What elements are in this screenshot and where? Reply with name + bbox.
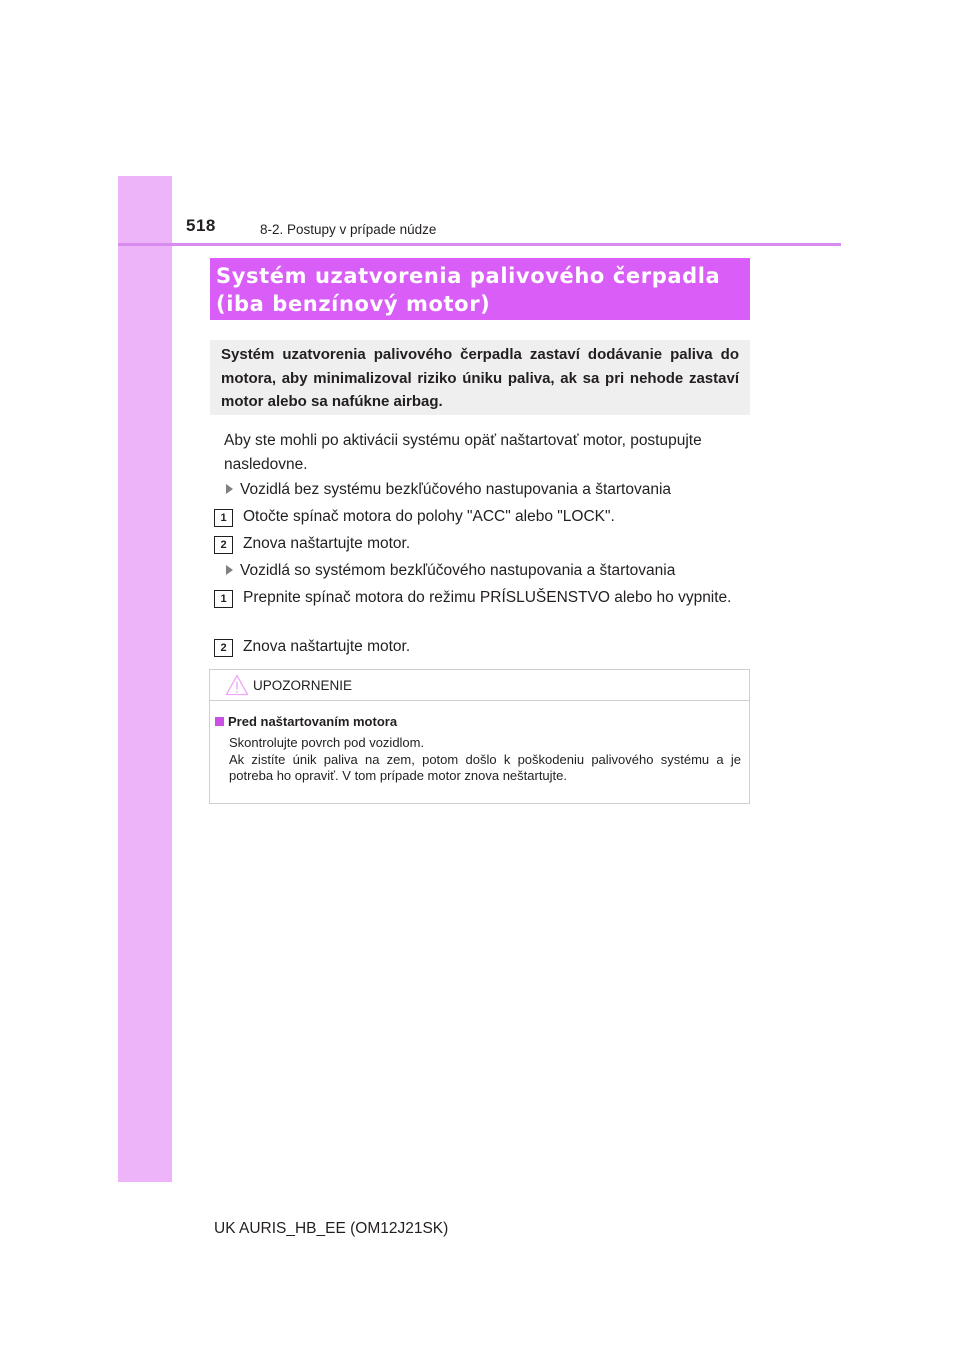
caution-text-line1: Skontrolujte povrch pod vozidlom. bbox=[229, 735, 425, 750]
running-header: 8-2. Postupy v prípade núdze bbox=[260, 222, 437, 237]
warning-triangle-icon bbox=[225, 674, 249, 696]
step-item bbox=[214, 635, 750, 659]
caution-heading: Pred naštartovaním motora bbox=[215, 714, 397, 729]
step-item bbox=[214, 532, 750, 556]
caution-box bbox=[209, 669, 750, 804]
step-number-badge: 1 bbox=[214, 509, 233, 527]
body-paragraph: Aby ste mohli po aktivácii systému opäť naštartovať motor, postupujte nasledovne. bbox=[224, 432, 702, 473]
step-text: Znova naštartujte motor. bbox=[243, 535, 411, 552]
intro-box: Systém uzatvorenia palivového čerpadla zastaví dodávanie paliva do motora, aby minimalizoval riziko úniku paliva, ak sa pri nehode zastaví motor alebo sa nafúkne airbag. bbox=[210, 340, 750, 415]
triangle-bullet-icon bbox=[226, 484, 233, 494]
square-bullet-icon bbox=[215, 717, 224, 726]
section-title bbox=[210, 258, 750, 320]
step-text: Otočte spínač motora do polohy "ACC" alebo "LOCK". bbox=[243, 508, 615, 525]
step-text: Prepnite spínač motora do režimu PRÍSLUŠENSTVO alebo ho vypnite. bbox=[243, 589, 732, 606]
step-item bbox=[214, 586, 750, 610]
section-title-line2: (iba benzínový motor) bbox=[216, 292, 491, 316]
triangle-bullet-icon bbox=[226, 565, 233, 575]
step-text: Znova naštartujte motor. bbox=[243, 638, 411, 655]
footer-model-code: UK AURIS_HB_EE (OM12J21SK) bbox=[214, 1220, 449, 1237]
page-number: 518 bbox=[186, 216, 216, 235]
procedure-heading-without-keyless: Vozidlá bez systému bezkľúčového nastupovania a štartovania bbox=[224, 478, 671, 502]
section-title-line1: Systém uzatvorenia palivového čerpadla bbox=[216, 264, 721, 288]
caution-label: UPOZORNENIE bbox=[253, 678, 353, 693]
caution-header bbox=[210, 670, 749, 701]
side-strip bbox=[118, 176, 172, 1182]
caution-text bbox=[229, 735, 741, 785]
step-number-badge: 1 bbox=[214, 590, 233, 608]
caution-text-line2: Ak zistíte únik paliva na zem, potom došlo k poškodeniu palivového systému a je potreba ho opraviť. V tom prípade motor znova neštartujte. bbox=[229, 751, 741, 783]
step-item bbox=[214, 505, 750, 529]
procedure-heading-with-keyless: Vozidlá so systémom bezkľúčového nastupovania a štartovania bbox=[224, 559, 675, 583]
step-number-badge: 2 bbox=[214, 639, 233, 657]
header-rule bbox=[118, 243, 841, 246]
step-number-badge: 2 bbox=[214, 536, 233, 554]
